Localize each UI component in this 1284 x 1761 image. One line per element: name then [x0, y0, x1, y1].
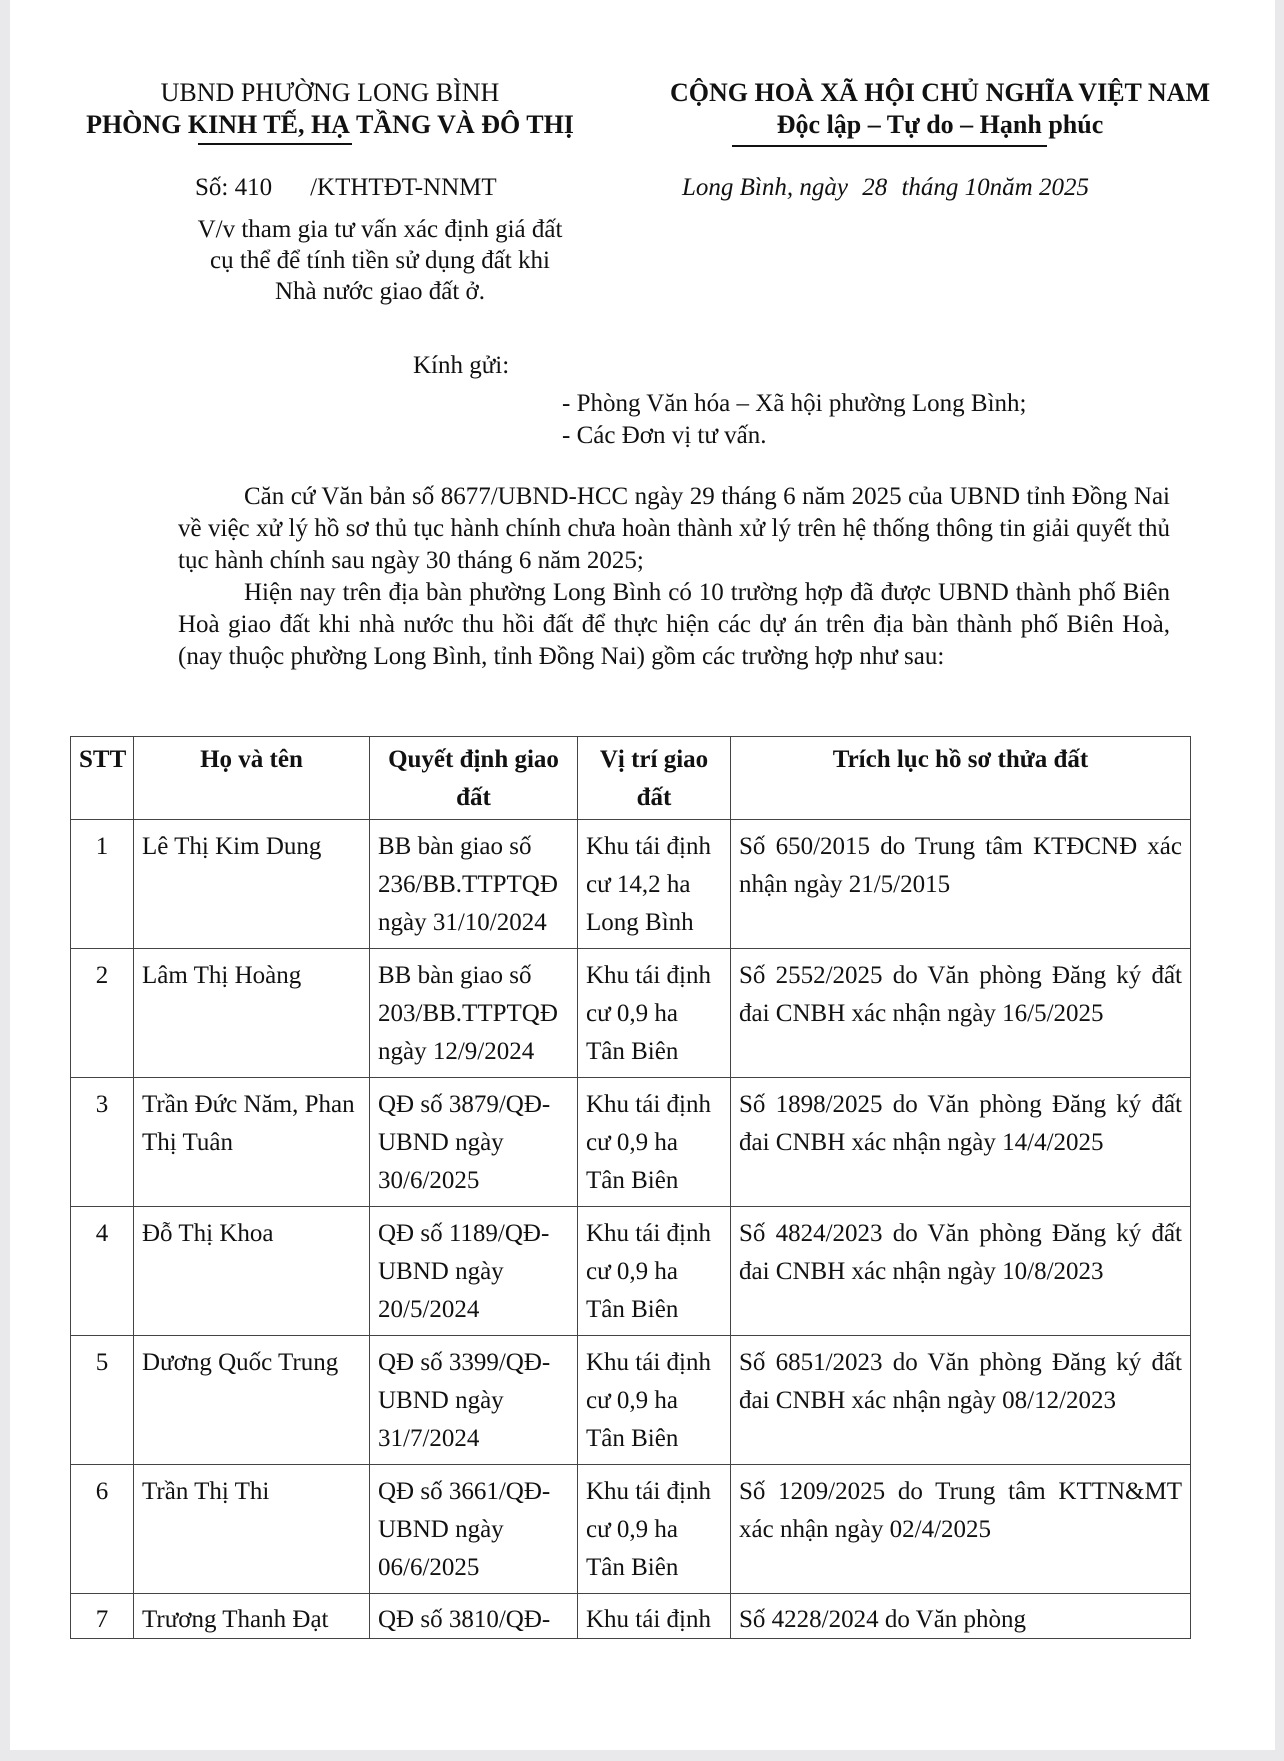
cell-stt: 2 — [71, 949, 134, 1078]
cell-stt: 3 — [71, 1078, 134, 1207]
national-motto: Độc lập – Tự do – Hạnh phúc — [776, 110, 1104, 139]
national-title: CỘNG HOÀ XÃ HỘI CHỦ NGHĨA VIỆT NAM — [669, 78, 1211, 107]
date-line — [682, 174, 1089, 202]
table-row — [71, 949, 1191, 1078]
cell-name: Trần Đức Năm, Phan Thị Tuân — [134, 1078, 370, 1207]
cell-decision: BB bàn giao số 203/BB.TTPTQĐ ngày 12/9/2024 — [370, 949, 578, 1078]
cell-decision: QĐ số 3879/QĐ-UBND ngày 30/6/2025 — [370, 1078, 578, 1207]
header-extract: Trích lục hồ sơ thửa đất — [731, 737, 1191, 820]
subject-line: Nhà nước giao đất ở. — [274, 278, 486, 305]
cell-location: Khu tái định cư 0,9 ha Tân Biên — [578, 1078, 731, 1207]
department-underline — [198, 143, 352, 145]
cell-extract: Số 6851/2023 do Văn phòng Đăng ký đất đai CNBH xác nhận ngày 08/12/2023 — [731, 1336, 1191, 1465]
land-allocation-table — [70, 736, 1191, 1639]
cell-decision: BB bàn giao số 236/BB.TTPTQĐ ngày 31/10/2024 — [370, 820, 578, 949]
cell-extract: Số 650/2015 do Trung tâm KTĐCNĐ xác nhận ngày 21/5/2015 — [731, 820, 1191, 949]
cell-extract: Số 1898/2025 do Văn phòng Đăng ký đất đai CNBH xác nhận ngày 14/4/2025 — [731, 1078, 1191, 1207]
date-month: 10 — [964, 174, 990, 201]
cell-location: Khu tái định cư 14,2 ha Long Bình — [578, 820, 731, 949]
date-year: năm 2025 — [989, 174, 1089, 201]
cell-name: Đỗ Thị Khoa — [134, 1207, 370, 1336]
cell-name: Lâm Thị Hoàng — [134, 949, 370, 1078]
issuing-department: PHÒNG KINH TẾ, HẠ TẦNG VÀ ĐÔ THỊ — [86, 110, 574, 139]
document-number — [195, 174, 497, 202]
cell-decision: QĐ số 3661/QĐ-UBND ngày 06/6/2025 — [370, 1465, 578, 1594]
cell-name: Trần Thị Thi — [134, 1465, 370, 1594]
recipients-label: Kính gửi: — [413, 352, 510, 379]
cell-extract: Số 4824/2023 do Văn phòng Đăng ký đất đai CNBH xác nhận ngày 10/8/2023 — [731, 1207, 1191, 1336]
cell-stt: 5 — [71, 1336, 134, 1465]
cell-name: Lê Thị Kim Dung — [134, 820, 370, 949]
cell-decision: QĐ số 3399/QĐ-UBND ngày 31/7/2024 — [370, 1336, 578, 1465]
table-row — [71, 1207, 1191, 1336]
cell-location: Khu tái định — [578, 1594, 731, 1639]
document-number-ref: /KTHTĐT-NNMT — [310, 174, 497, 201]
cell-name: Dương Quốc Trung — [134, 1336, 370, 1465]
body-paragraph-text: Căn cứ Văn bản số 8677/UBND-HCC ngày 29 tháng 6 năm 2025 của UBND tỉnh Đồng Nai về việc xử lý hồ sơ thủ tục hành chính chưa hoàn thành xử lý trên hệ thống thông tin giải quyết thủ tục hành chính sau ngày 30 tháng 6 năm 2025; — [178, 483, 1170, 574]
date-place: Long Bình, ngày — [682, 174, 848, 201]
table-row — [71, 1465, 1191, 1594]
cell-location: Khu tái định cư 0,9 ha Tân Biên — [578, 1207, 731, 1336]
cell-location: Khu tái định cư 0,9 ha Tân Biên — [578, 949, 731, 1078]
cell-location: Khu tái định cư 0,9 ha Tân Biên — [578, 1336, 731, 1465]
header-stt: STT — [71, 737, 134, 820]
subject-line: V/v tham gia tư vấn xác định giá đất — [197, 216, 563, 243]
motto-underline — [732, 145, 1047, 147]
table-row — [71, 1078, 1191, 1207]
body-paragraph — [178, 481, 1170, 577]
table-row — [71, 820, 1191, 949]
recipient-item: - Các Đơn vị tư vấn. — [562, 422, 767, 449]
header-location: Vị trí giao đất — [578, 737, 731, 820]
header-decision: Quyết định giao đất — [370, 737, 578, 820]
body-paragraph — [178, 577, 1170, 673]
table-row — [71, 1594, 1191, 1639]
cell-extract: Số 2552/2025 do Văn phòng Đăng ký đất đai CNBH xác nhận ngày 16/5/2025 — [731, 949, 1191, 1078]
header-name: Họ và tên — [134, 737, 370, 820]
recipient-item: - Phòng Văn hóa – Xã hội phường Long Bình; — [562, 390, 1027, 417]
table-header-row — [71, 737, 1191, 820]
subject-line: cụ thể để tính tiền sử dụng đất khi — [210, 247, 550, 274]
table-row — [71, 1336, 1191, 1465]
body-paragraph-text: Hiện nay trên địa bàn phường Long Bình có 10 trường hợp đã được UBND thành phố Biên Hoà giao đất khi nhà nước thu hồi đất để thực hiện các dự án trên địa bàn thành phố Biên Hoà, (nay thuộc phường Long Bình, tỉnh Đồng Nai) gồm các trường hợp như sau: — [178, 579, 1170, 670]
date-month-label: tháng — [901, 174, 959, 201]
document-number-prefix: Số: 410 — [195, 174, 273, 201]
date-day: 28 — [862, 174, 888, 201]
document-page — [10, 0, 1275, 1750]
subject — [150, 214, 610, 307]
cell-location: Khu tái định cư 0,9 ha Tân Biên — [578, 1465, 731, 1594]
cell-decision: QĐ số 1189/QĐ-UBND ngày 20/5/2024 — [370, 1207, 578, 1336]
cell-stt: 4 — [71, 1207, 134, 1336]
cell-stt: 1 — [71, 820, 134, 949]
issuing-authority: UBND PHƯỜNG LONG BÌNH — [160, 78, 500, 107]
cell-stt: 6 — [71, 1465, 134, 1594]
cell-name: Trương Thanh Đạt — [134, 1594, 370, 1639]
cell-decision: QĐ số 3810/QĐ- — [370, 1594, 578, 1639]
cell-extract: Số 1209/2025 do Trung tâm KTTN&MT xác nhận ngày 02/4/2025 — [731, 1465, 1191, 1594]
cell-extract: Số 4228/2024 do Văn phòng — [731, 1594, 1191, 1639]
cell-stt: 7 — [71, 1594, 134, 1639]
